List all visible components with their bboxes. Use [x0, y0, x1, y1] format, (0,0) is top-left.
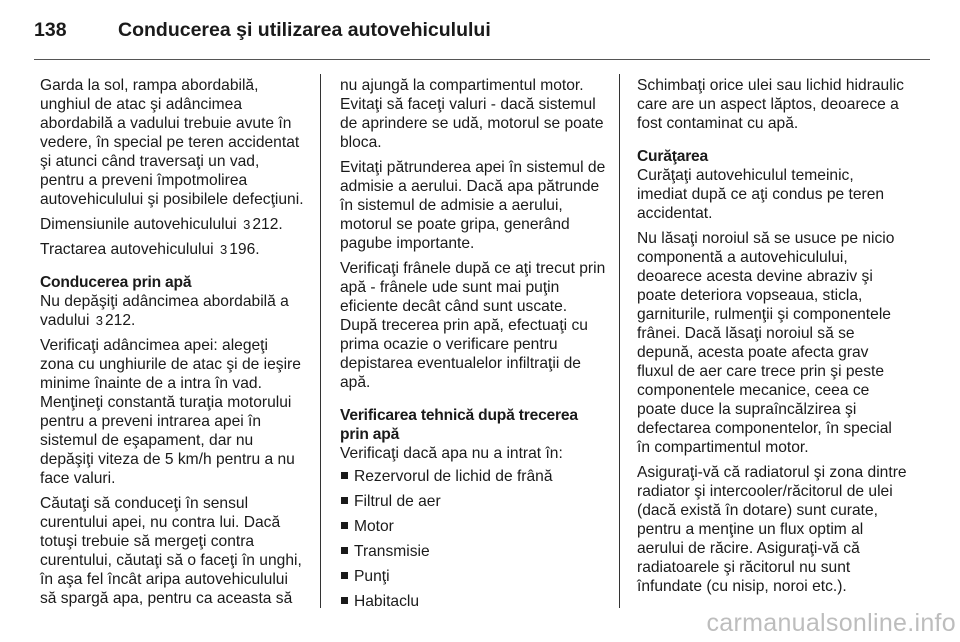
- heading-technical-check: Verificarea tehnică după trecerea prin apă: [340, 407, 578, 443]
- list-item: Habitaclu: [340, 592, 606, 611]
- page-ref-arrow-icon: 3: [220, 242, 228, 257]
- paragraph-ground-clearance: Garda la sol, rampa abordabilă, unghiul de atac şi adâncimea abordabilă a vadului trebuie avute în vedere, în special pe teren accidentat şi atunci când traversaţi un vad, pentru a preveni împotmolirea autovehiculului şi posibilele defecţiuni.: [40, 77, 304, 208]
- paragraph-radiator-check: Asiguraţi-vă că radiatorul şi zona dintre radiator şi intercooler/răcitorul de ulei (dacă există în dotare) sunt curate, pentru a menţine un flux optim al aerului de răcire. Asiguraţi-vă că radiatoarele şi răcitorul nu sunt înfundate (cu nisip, noroi etc.).: [637, 464, 907, 595]
- paragraph-check-brakes: Verificaţi frânele după ce aţi trecut prin apă - frânele ude sunt mai puţin eficiente decât când sunt uscate. După trecerea prin apă, efectuaţi cu prima ocazie o verificare pentru depistarea eventualelor infiltraţii de apă.: [340, 260, 606, 391]
- bullet-square-icon: [341, 497, 348, 504]
- watermark-text: carmanualsonline.info: [706, 609, 956, 637]
- paragraph-air-intake: Evitaţi pătrunderea apei în sistemul de admisie a aerului. Dacă apa pătrunde în sistemul de admisie a aerului, motorul se poate gripa, generând pagube importante.: [340, 159, 606, 252]
- fording-depth-ref-page[interactable]: 212.: [105, 312, 136, 329]
- list-item: Punţi: [340, 567, 606, 586]
- paragraph-fording-depth: [40, 292, 306, 330]
- heading-cleaning: Curăţarea: [637, 148, 709, 165]
- bullet-square-icon: [341, 547, 348, 554]
- heading-driving-through-water: Conducerea prin apă: [40, 274, 192, 291]
- paragraph-avoid-waves: nu ajungă la compartimentul motor. Evitaţi să faceţi valuri - dacă sistemul de aprindere se udă, motorul se poate bloca.: [340, 77, 604, 151]
- text-column-3: [637, 76, 907, 602]
- paragraph-towing-ref: [40, 240, 306, 259]
- paragraph-change-fluids: Schimbaţi orice ulei sau lichid hidraulic care are un aspect lăptos, deoarece a fost contaminat cu apă.: [637, 77, 904, 132]
- column-divider-1: [320, 74, 321, 608]
- bullet-square-icon: [341, 472, 348, 479]
- dimensions-ref-text: Dimensiunile autovehiculului: [40, 216, 237, 233]
- list-item: Rezervorul de lichid de frână: [340, 467, 606, 486]
- paragraph-dimensions-ref: [40, 215, 306, 234]
- header-divider: [34, 59, 930, 60]
- towing-ref-text: Tractarea autovehiculului: [40, 241, 214, 258]
- bullet-square-icon: [341, 572, 348, 579]
- check-list: [340, 467, 606, 611]
- towing-ref-page[interactable]: 196.: [229, 241, 260, 258]
- list-item: Filtrul de aer: [340, 492, 606, 511]
- column-divider-2: [619, 74, 620, 608]
- list-item: Motor: [340, 517, 606, 536]
- list-item: Transmisie: [340, 542, 606, 561]
- paragraph-clean-vehicle: Curăţaţi autovehiculul temeinic, imediat după ce aţi condus pe teren accidentat.: [637, 167, 885, 222]
- text-column-1: [40, 76, 306, 614]
- fording-depth-text: Nu depăşiţi adâncimea abordabilă a vadului: [40, 293, 289, 329]
- page-ref-arrow-icon: 3: [95, 313, 103, 328]
- paragraph-check-intro: Verificaţi dacă apa nu a intrat în:: [340, 445, 563, 462]
- bullet-square-icon: [341, 597, 348, 604]
- page-ref-arrow-icon: 3: [243, 217, 251, 232]
- page-number: 138: [34, 18, 67, 41]
- paragraph-check-water-depth: Verificaţi adâncimea apei: alegeţi zona cu unghiurile de atac şi de ieşire minime înainte de a intra în vad. Menţineţi constantă turaţia motorului pentru a preveni intrarea apei în sistemul de eşapament, dar nu depăşiţi viteza de 5 km/h pentru a nu face valuri.: [40, 337, 301, 487]
- paragraph-drive-with-current: Căutaţi să conduceţi în sensul curentului apei, nu contra lui. Dacă totuşi trebuie să mergeţi contra curentului, căutaţi să o faceţi în unghi, în aşa fel încât aripa autovehiculului să spargă apa, pentru ca aceasta să: [40, 495, 302, 607]
- bullet-square-icon: [341, 522, 348, 529]
- text-column-2: [340, 76, 606, 617]
- page-title: Conducerea şi utilizarea autovehiculului: [118, 18, 491, 41]
- dimensions-ref-page[interactable]: 212.: [252, 216, 283, 233]
- page-header: [34, 10, 926, 50]
- paragraph-mud-warning: Nu lăsaţi noroiul să se usuce pe nicio componentă a autovehiculului, deoarece acesta devine abraziv şi poate deteriora vopseaua, sticla, garniturile, rulmenţii şi componentele frânei. Dacă lăsaţi noroiul să se depună, acesta poate afecta grav fluxul de aer care trece prin şi peste componentele mecanice, ceea ce poate duce la supraîncălzirea şi defectarea componentelor, în special în compartimentul motor.: [637, 230, 895, 456]
